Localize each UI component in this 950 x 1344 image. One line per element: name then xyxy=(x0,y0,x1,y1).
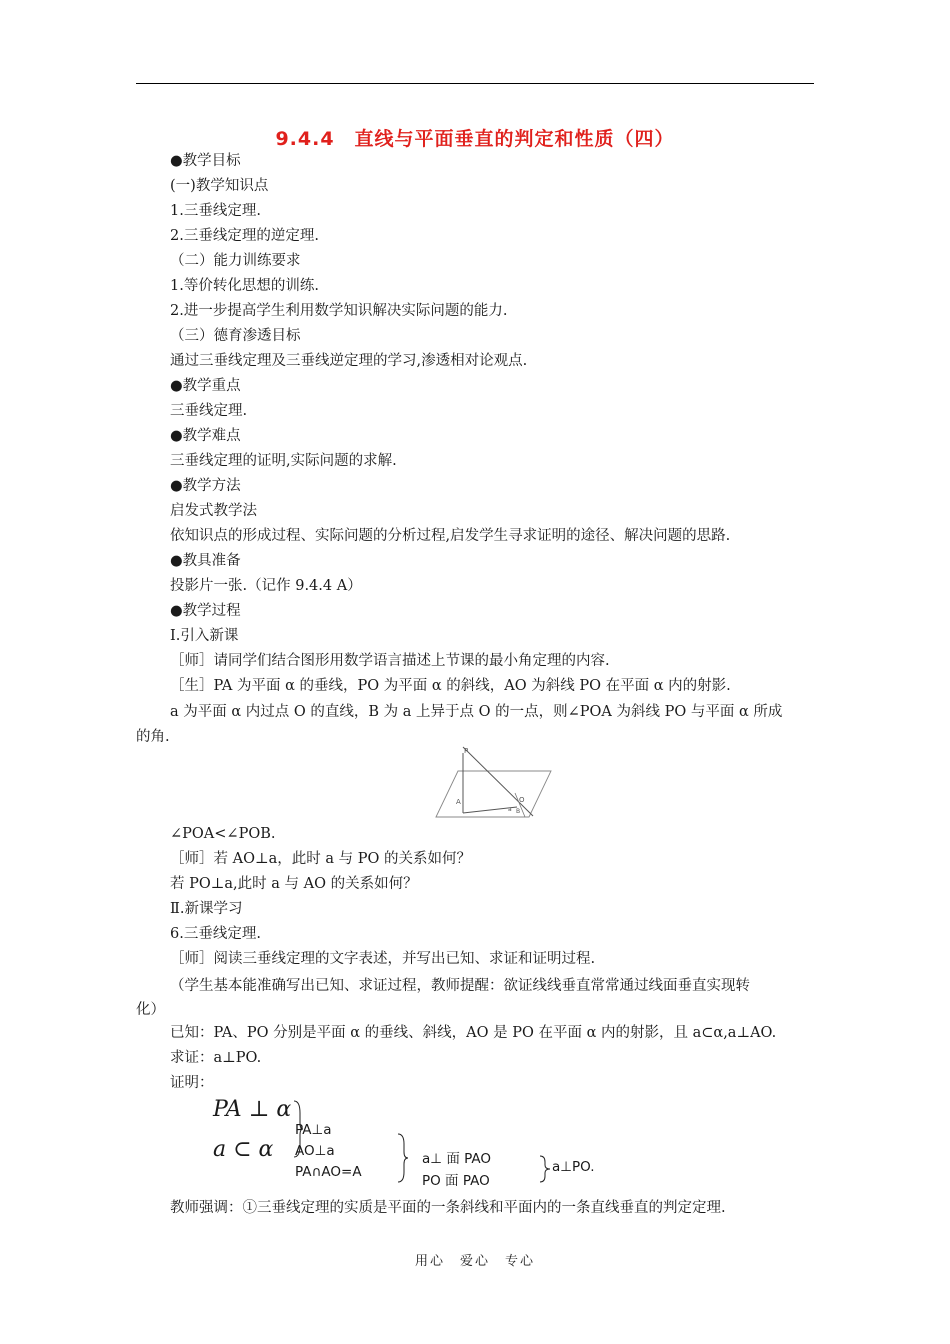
known-line: 已知：PA、PO 分别是平面 α 的垂线、斜线，AO 是 PO 在平面 α 内的射影，且 a⊂α,a⊥AO. xyxy=(170,1025,777,1041)
paragraph-line: （学生基本能准确写出已知、求证过程，教师提醒：欲证线线垂直常常通过线面垂直实现转 xyxy=(170,978,750,994)
proof-result: a⊥PO. xyxy=(552,1159,595,1175)
text-line: Ⅱ.新课学习 xyxy=(170,901,243,917)
text-line: 依知识点的形成过程、实际问题的分析过程,启发学生寻求证明的途径、解决问题的思路. xyxy=(170,528,731,544)
text-line: 三垂线定理的证明,实际问题的求解. xyxy=(170,453,397,469)
proof-step-3: PA∩AO=A xyxy=(295,1164,362,1180)
header-rule xyxy=(136,83,814,84)
text-line: ●教具准备 xyxy=(170,553,241,569)
label-o: O xyxy=(519,796,525,804)
text-line: 6.三垂线定理. xyxy=(170,926,261,942)
page-footer: 用心 爱心 专心 xyxy=(414,1254,535,1269)
paragraph-line: a 为平面 α 内过点 O 的直线，B 为 a 上异于点 O 的一点，则∠POA 为斜线 PO 与平面 α 所成 xyxy=(170,704,783,720)
text-line: ［师］若 AO⊥a，此时 a 与 PO 的关系如何？ xyxy=(170,851,471,867)
label-p: P xyxy=(464,747,469,755)
proof-mid-1: a⊥ 面 PAO xyxy=(422,1151,492,1167)
brace-3 xyxy=(538,1154,552,1184)
prove-line: 求证：a⊥PO. xyxy=(170,1050,262,1066)
text-line: ●教学重点 xyxy=(170,378,241,394)
page-title: 9.4.4 直线与平面垂直的判定和性质（四） xyxy=(275,128,675,150)
brace-2 xyxy=(396,1132,410,1184)
proof-step-1: PA⊥a xyxy=(295,1122,332,1138)
text-line: ●教学难点 xyxy=(170,428,241,444)
label-a: A xyxy=(456,798,461,806)
proof-step-2: AO⊥a xyxy=(295,1143,335,1159)
text-line: 1.三垂线定理. xyxy=(170,203,261,219)
text-line: ●教学目标 xyxy=(170,153,241,169)
label-b: B xyxy=(516,808,521,815)
text-line: 通过三垂线定理及三垂线逆定理的学习,渗透相对论观点. xyxy=(170,353,528,369)
text-line: ［师］阅读三垂线定理的文字表述，并写出已知、求证和证明过程. xyxy=(170,951,596,967)
paragraph-line: 的角. xyxy=(136,729,170,745)
text-line: (一)教学知识点 xyxy=(170,178,269,194)
oblique-line-po xyxy=(463,747,533,816)
text-line: ［师］请同学们结合图形用数学语言描述上节课的最小角定理的内容. xyxy=(170,653,610,669)
text-line: 投影片一张.（记作 9.4.4 A） xyxy=(170,578,362,594)
label-small-a: a xyxy=(508,806,512,813)
proof-label: 证明： xyxy=(170,1075,214,1091)
text-line: 1.等价转化思想的训练. xyxy=(170,278,319,294)
text-line: ●教学过程 xyxy=(170,603,241,619)
text-line: ∠POA<∠POB. xyxy=(170,826,276,842)
paragraph-line: 化） xyxy=(136,1002,165,1018)
text-line: Ⅰ.引入新课 xyxy=(170,628,239,644)
proof-mid-2: PO 面 PAO xyxy=(422,1173,490,1189)
text-line: （二）能力训练要求 xyxy=(170,253,301,269)
text-line: 启发式教学法 xyxy=(170,503,257,519)
text-line: 2.三垂线定理的逆定理. xyxy=(170,228,319,244)
proof-premise-2: a ⊂ α xyxy=(213,1137,274,1162)
emphasis-line: 教师强调：①三垂线定理的实质是平面的一条斜线和平面内的一条直线垂直的判定定理. xyxy=(170,1200,726,1216)
text-line: 2.进一步提高学生利用数学知识解决实际问题的能力. xyxy=(170,303,508,319)
text-line: ［生］PA 为平面 α 的垂线，PO 为平面 α 的斜线，AO 为斜线 PO 在平面 α 内的射影. xyxy=(170,678,731,694)
text-line: ●教学方法 xyxy=(170,478,241,494)
text-line: 三垂线定理. xyxy=(170,403,248,419)
text-line: 若 PO⊥a,此时 a 与 AO 的关系如何？ xyxy=(170,876,418,892)
three-perpendiculars-figure xyxy=(433,745,553,820)
text-line: （三）德育渗透目标 xyxy=(170,328,301,344)
proof-premise-1: PA ⊥ α xyxy=(213,1097,292,1122)
